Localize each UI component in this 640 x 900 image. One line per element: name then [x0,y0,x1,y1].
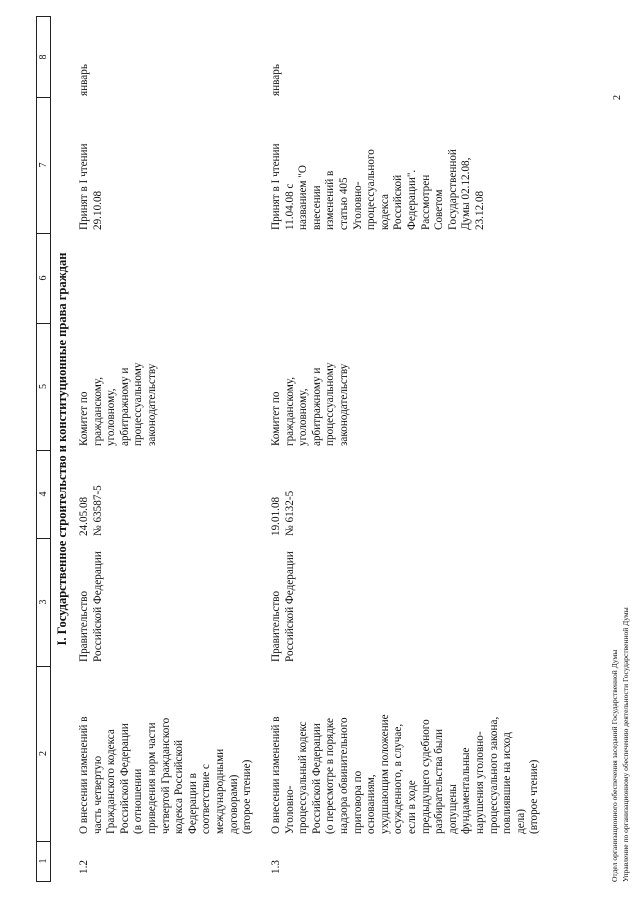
planned-month: январь [270,64,282,96]
bill-registration: 19.01.08 № 6132-5 [270,490,296,536]
header-col-6: 6 [38,275,49,281]
col-divider [36,323,51,324]
header-col-4: 4 [38,491,49,497]
header-col-1: 1 [38,858,49,864]
bill-status: Принят в I чтении 29.10.08 [78,143,104,230]
table-header [36,16,51,882]
responsible-committee: Комитет по гражданскому, уголовному, арбитражному и процессуальному законодательству [270,362,350,446]
row-number: 1.2 [78,860,90,874]
header-col-2: 2 [38,751,49,756]
header-col-3: 3 [38,599,49,605]
col-divider [36,538,51,539]
row-number: 1.3 [270,860,282,874]
col-divider [36,233,51,234]
col-divider [36,841,51,842]
bill-registration: 24.05.08 № 63587-5 [78,485,104,536]
section-title: I. Государственное строительство и конституционные права граждан [55,252,69,646]
footer-line-2: Управление по организационному обеспечению деятельности Государственной Думы [621,607,630,882]
footer-line-1: Отдел организационного обеспечения заседаний Государственной Думы [610,649,619,882]
responsible-committee: Комитет по гражданскому, уголовному, арбитражному и процессуальному законодательству [78,362,158,446]
page-number: 2 [612,95,623,100]
bill-status: Принят в I чтении 11.04.08 с названием "О внесении изменений в статью 405 Уголовно- процессуального кодекса Российской Федерации". Рассмотрен Советом Государственной Думы 02.12.08, 23.12.08 [270,143,486,230]
header-col-8: 8 [38,54,49,60]
header-col-5: 5 [38,384,49,389]
bill-title: О внесении изменений в Уголовно- процессуальный кодекс Российской Федерации (о пересмотре в порядке надзора обвинительного приговора по основаниям, ухудшающим положение осужденного, в случае, если в ходе предыдущего судебного разбирательства были допущены фундаментальные нарушения уголовно- процессуального закона, повлиявшие на исход дела) (второе чтение) [270,714,541,834]
bill-table [36,16,596,882]
header-col-7: 7 [38,162,49,168]
col-divider [36,97,51,98]
bill-author: Правительство Российской Федерации [270,551,296,662]
col-divider [36,450,51,451]
planned-month: январь [78,64,90,96]
bill-author: Правительство Российской Федерации [78,551,104,662]
col-divider [36,666,51,667]
bill-title: О внесении изменений в часть четвертую Гражданского кодекса Российской Федерации (в отношении приведения норм части четвертой Гражданского кодекса Российской Федерации в соответствие с международными договорами) (второе чтение) [78,716,254,834]
